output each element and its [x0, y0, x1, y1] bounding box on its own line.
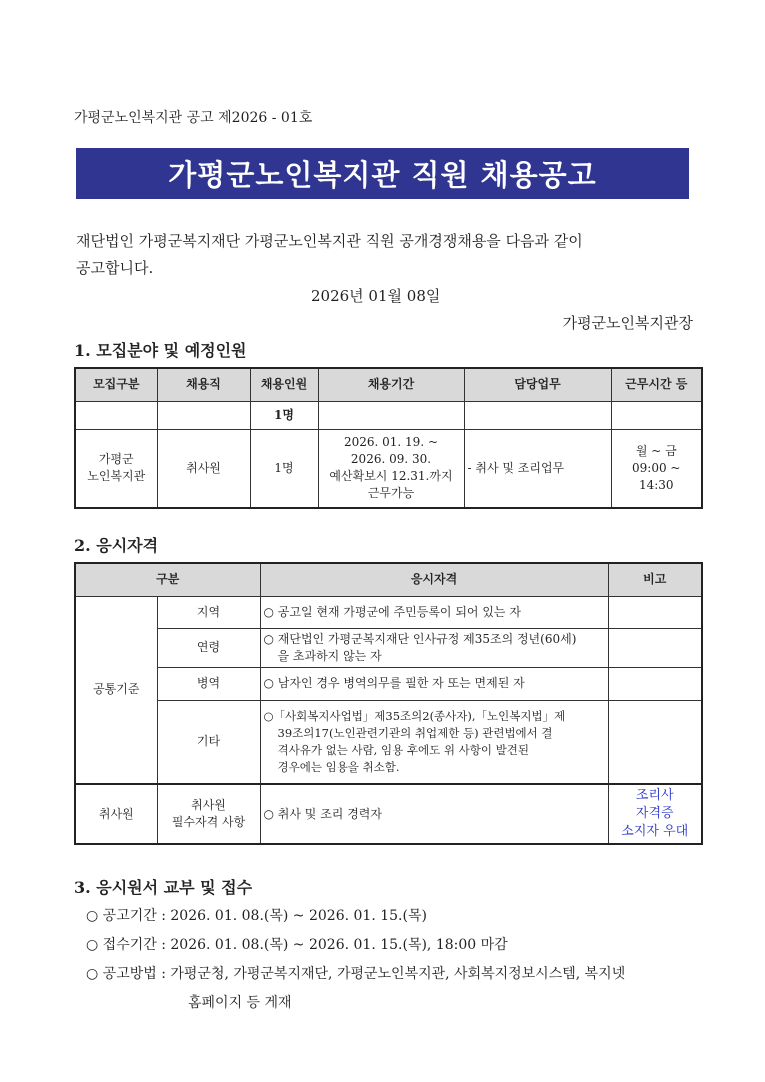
intro-line-2: 공고합니다.: [76, 259, 154, 277]
qualification-text: ○ 취사 및 조리 경력자: [260, 784, 608, 844]
common-criteria-label: 공통기준: [75, 596, 157, 784]
text-line: 39조의17(노인관련기관의 취업제한 등) 관련법에서 결: [277, 725, 553, 740]
note-line: 소지자 우대: [621, 824, 689, 839]
recruitment-table: [74, 367, 703, 509]
row-label: 병역: [157, 667, 260, 700]
note-cell: [608, 784, 702, 844]
column-header: 모집구분: [75, 368, 157, 401]
period-line: 2026. 09. 30.: [350, 452, 432, 467]
period-line: 근무가능: [367, 486, 415, 501]
row-label: 지역: [157, 596, 260, 628]
row-label: 연령: [157, 628, 260, 667]
category-cell: [75, 429, 157, 508]
item-text: 접수기간 : 2026. 01. 08.(목) ~ 2026. 01. 15.(목), 18:00 마감: [102, 937, 508, 953]
list-item: [86, 905, 427, 925]
qualification-text: [260, 700, 608, 784]
note-line: 자격증: [635, 806, 674, 821]
circle-bullet-icon: ○: [86, 937, 99, 953]
column-header: 채용기간: [318, 368, 464, 401]
column-header: 근무시간 등: [611, 368, 702, 401]
total-row: [75, 401, 702, 429]
text-line: 필수자격 사항: [171, 815, 246, 829]
item-text: 공고방법 : 가평군청, 가평군복지재단, 가평군노인복지관, 사회복지정보시스템, 복지넷: [102, 966, 626, 982]
count-cell: 1명: [250, 429, 318, 508]
list-item: [86, 963, 625, 983]
table-row: [75, 667, 702, 700]
text-line: ○ 재단법인 가평군복지재단 인사규정 제35조의 정년(60세): [263, 631, 577, 646]
cook-label: 취사원: [75, 784, 157, 844]
qualification-text: ○ 남자인 경우 병역의무를 필한 자 또는 면제된 자: [260, 667, 608, 700]
issuer: 가평군노인복지관장: [562, 314, 693, 332]
table-header-row: [75, 368, 702, 401]
table-row: [75, 700, 702, 784]
category-line: 가평군: [98, 452, 134, 467]
column-header: 담당업무: [464, 368, 611, 401]
circle-bullet-icon: ○: [86, 966, 99, 982]
period-cell: [318, 429, 464, 508]
period-line: 2026. 01. 19. ~: [343, 435, 439, 450]
qualification-text: ○ 공고일 현재 가평군에 주민등록이 되어 있는 자: [260, 596, 608, 628]
hours-line: 09:00 ~ 14:30: [632, 460, 681, 492]
column-header: 응시자격: [260, 563, 608, 596]
column-header: 비고: [608, 563, 702, 596]
cook-sub-label: [157, 784, 260, 844]
list-item-continuation: 홈페이지 등 게재: [188, 995, 292, 1011]
notice-number: 가평군노인복지관 공고 제2026 - 01호: [74, 110, 313, 126]
column-header: 채용인원: [250, 368, 318, 401]
hours-line: 월 ~ 금: [635, 443, 677, 458]
hours-cell: [611, 429, 702, 508]
section2-heading: 2. 응시자격: [74, 536, 159, 555]
position-cell: 취사원: [157, 429, 250, 508]
item-text: 공고기간 : 2026. 01. 08.(목) ~ 2026. 01. 15.(목): [102, 908, 427, 924]
text-line: 을 초과하지 않는 자: [277, 648, 382, 663]
duty-cell: - 취사 및 조리업무: [464, 429, 611, 508]
table-row: [75, 429, 702, 508]
text-line: ○「사회복지사업법」제35조의2(종사자),「노인복지법」제: [263, 708, 566, 723]
list-item: [86, 934, 508, 954]
text-line: 격사유가 없는 사람, 임용 후에도 위 사항이 발견된: [277, 742, 529, 757]
total-count: 1명: [250, 401, 318, 429]
table-header-row: [75, 563, 702, 596]
text-line: 취사원: [191, 798, 226, 812]
page-title: 가평군노인복지관 직원 채용공고: [76, 148, 689, 199]
circle-bullet-icon: ○: [86, 908, 99, 924]
column-header: 구분: [75, 563, 260, 596]
qualification-table: [74, 562, 703, 845]
notice-date: 2026년 01월 08일: [311, 287, 441, 305]
table-row: [75, 784, 702, 844]
table-row: [75, 596, 702, 628]
table-row: [75, 628, 702, 667]
qualification-text: [260, 628, 608, 667]
category-line: 노인복지관: [87, 469, 146, 484]
intro-line-1: 재단법인 가평군복지재단 가평군노인복지관 직원 공개경쟁채용을 다음과 같이: [76, 232, 583, 250]
section3-heading: 3. 응시원서 교부 및 접수: [74, 878, 253, 897]
text-line: 경우에는 임용을 취소함.: [277, 759, 400, 774]
row-label: 기타: [157, 700, 260, 784]
period-line: 예산확보시 12.31.까지: [329, 469, 453, 484]
note-line: 조리사: [635, 788, 674, 803]
section1-heading: 1. 모집분야 및 예정인원: [74, 341, 247, 360]
column-header: 채용직: [157, 368, 250, 401]
